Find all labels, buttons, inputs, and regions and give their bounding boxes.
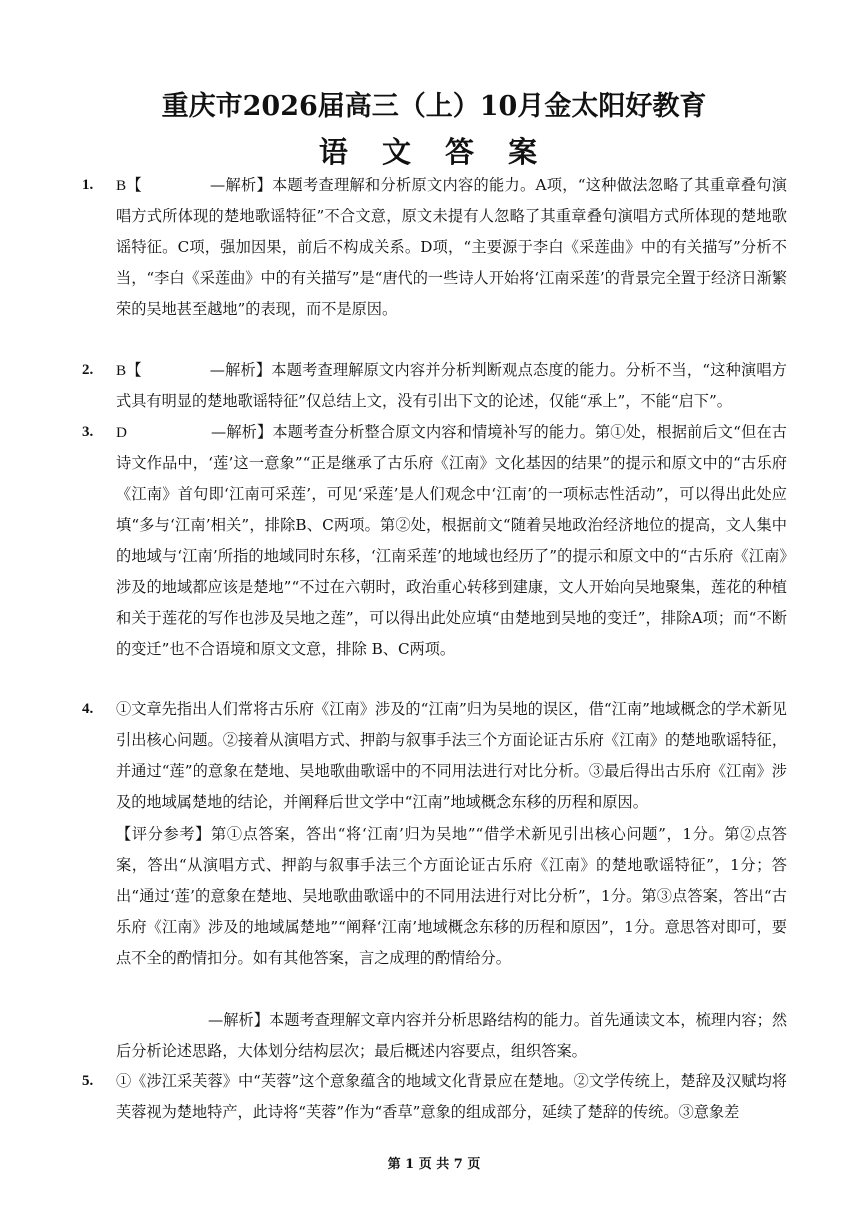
question-text [116, 355, 787, 417]
answer-label: D [116, 424, 127, 441]
answer-label: B【 [116, 177, 142, 194]
answer-text: ①《涉江采芙蓉》中“芙蓉”这个意象蕴含的地域文化背景应在楚地。②文学传统上，楚辞及汉赋均将芙蓉视为楚地特产，此诗将“芙蓉”作为“香草”意象的组成部分，延续了楚辞的传统。③意象差 [116, 1072, 787, 1121]
question-number: 1. [82, 177, 94, 193]
page-number: 第 1 页 共 7 页 [387, 1157, 481, 1172]
analysis-text: —解析】本题考查理解文章内容并分析思路结构的能力。首先通读文本，梳理内容；然后分析论述思路，大体划分结构层次；最后概述内容要点，组织答案。 [116, 1011, 787, 1060]
question-text [116, 417, 787, 665]
question-text [116, 1005, 787, 1067]
analysis-text: —解析】本题考查理解和分析原文内容的能力。A项，“这种做法忽略了其重章叠句演唱方式所体现的楚地歌谣特征”不合文意，原文未提有人忽略了其重章叠句演唱方式所体现的楚地歌谣特征。C项，强加因果，前后不构成关系。D项，“主要源于李白《采莲曲》中的有关描写”分析不当，“李白《采莲曲》中的有关描写”是“唐代的一些诗人开始将‘江南采莲’的背景完全置于经济日渐繁荣的吴地甚至越地”的表现，而不是原因。 [116, 176, 787, 318]
analysis-text: —解析】本题考查分析整合原文内容和情境补写的能力。第①处，根据前后文“但在古诗文作品中，‘莲’这一意象”“正是继承了古乐府《江南》文化基因的结果”的提示和原文中的“古乐府《江南》首句即‘江南可采莲’，可见‘采莲’是人们观念中‘江南’的一项标志性活动”，可以得出此处应填“多与‘江南’相关”，排除B、C两项。第②处，根据前文“随着吴地政治经济地位的提高，文人集中的地域与‘江南’所指的地域同时东移，‘江南采莲’的地域也经历了”的提示和原文中的“古乐府《江南》涉及的地域都应该是楚地”“不过在六朝时，政治重心转移到建康，文人开始向吴地聚集，莲花的种植和关于莲花的写作也涉及吴地之莲”，可以得出此处应填“由楚地到吴地的变迁”，排除A项；而“不断的变迁”也不合语境和原文文意，排除 B、C两项。 [116, 423, 787, 658]
document-subtitle: 语 文 答 案 [318, 135, 550, 169]
question-number: 5. [82, 1073, 94, 1089]
answer-label: B【 [116, 362, 142, 379]
question-number: 2. [82, 362, 94, 378]
question-text [116, 170, 787, 325]
analysis-text: —解析】本题考查理解原文内容并分析判断观点态度的能力。分析不当，“这种演唱方式具有明显的楚地歌谣特征”仅总结上文，没有引出下文的论述，仅能“承上”，不能“启下”。 [116, 361, 787, 410]
answer-text: ①文章先指出人们常将古乐府《江南》涉及的“江南”归为吴地的误区，借“江南”地域概念的学术新见引出核心问题。②接着从演唱方式、押韵与叙事手法三个方面论证古乐府《江南》的楚地歌谣特征，并通过“莲”的意象在楚地、吴地歌曲歌谣中的不同用法进行对比分析。③最后得出古乐府《江南》涉及的地域属楚地的结论，并阐释后世文学中“江南”地域概念东移的历程和原因。 [116, 700, 787, 811]
question-number: 3. [82, 424, 94, 440]
question-number: 4. [82, 701, 94, 717]
scoring-reference: 【评分参考】第①点答案，答出“将‘江南’归为吴地”“借学术新见引出核心问题”，1分。第②点答案，答出“从演唱方式、押韵与叙事手法三个方面论证古乐府《江南》的楚地歌谣特征”，1分；答出“通过‘莲’的意象在楚地、吴地歌曲歌谣中的不同用法进行对比分析”，1分。第③点答案，答出“古乐府《江南》涉及的地域属楚地”“阐释‘江南’地域概念东移的历程和原因”，1分。意思答对即可，要点不全的酌情扣分。如有其他答案，言之成理的酌情给分。 [116, 825, 787, 967]
document-title: 重庆市2026届高三（上）10月金太阳好教育 [161, 91, 707, 122]
